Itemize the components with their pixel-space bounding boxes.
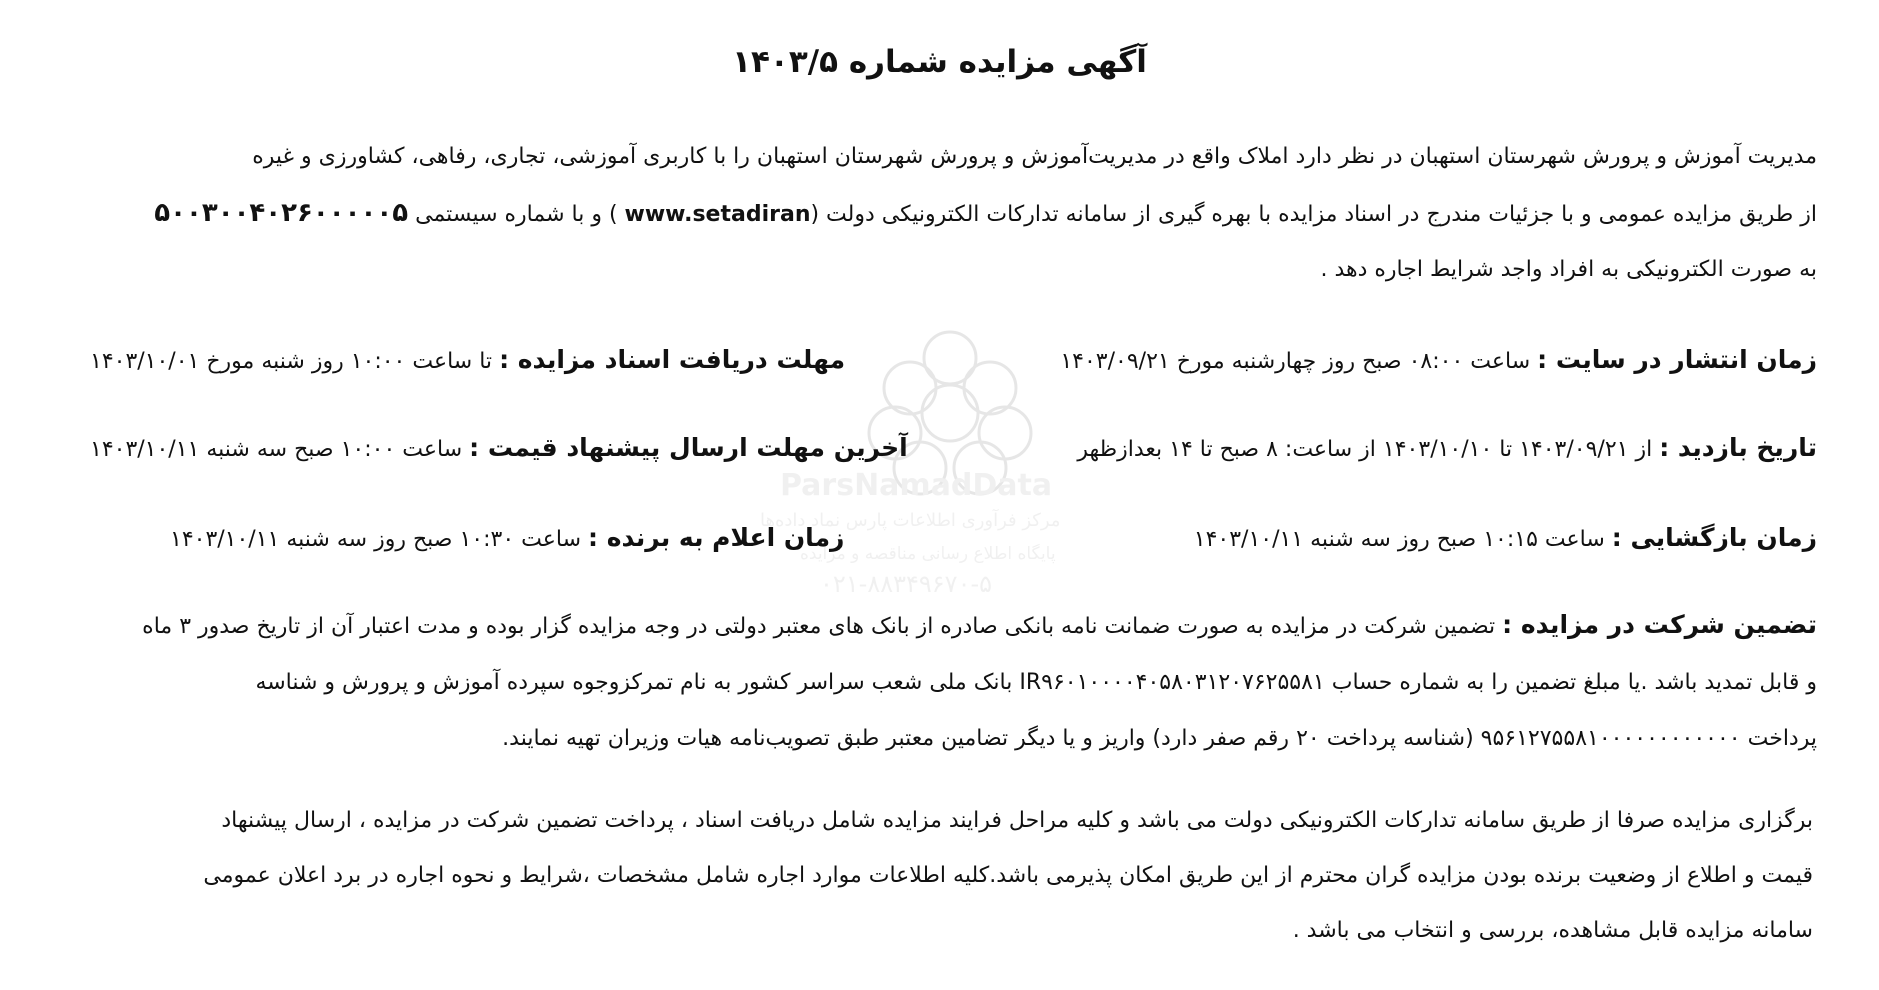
watermark-phone: ۰۲۱-۸۸۳۴۹۶۷۰-۵ <box>820 570 993 598</box>
system-number: ۵۰۰۳۰۰۴۰۲۶۰۰۰۰۰۵ <box>154 198 409 228</box>
guarantee-text-2: و قابل تمدید باشد .یا مبلغ تضمین را به شماره حساب IR۹۶۰۱۰۰۰۰۴۰۵۸۰۳۱۲۰۷۶۲۵۵۸۱ بانک ملی شعب سراسر کشور به نام تمرکزوجوه سپرده آموزش و پرورش و شناسه <box>255 670 1817 695</box>
closing-text-1: برگزاری مزایده صرفا از طریق سامانه تدارکات الکترونیکی دولت می باشد و کلیه مراحل فرایند مزایده شامل دریافت اسناد ، پرداخت تضمین شرکت در مزایده ، ارسال پیشنهاد <box>221 808 1813 833</box>
closing-line-3 <box>48 914 1813 948</box>
watermark-brand: ParsNamadData <box>780 468 1053 503</box>
closing-text-3: سامانه مزایده قابل مشاهده، بررسی و انتخاب می باشد . <box>1292 918 1813 943</box>
winner-value: ساعت ۱۰:۳۰ صبح روز سه شنبه ۱۴۰۳/۱۰/۱۱ <box>170 527 581 552</box>
schedule-row-visit <box>90 428 1817 468</box>
bid-label: آخرین مهلت ارسال پیشنهاد قیمت : <box>469 433 908 462</box>
setad-url: www.setadiran <box>624 202 811 227</box>
winner-label: زمان اعلام به برنده : <box>588 523 845 552</box>
guarantee-text-3: پرداخت ۹۵۶۱۲۷۵۵۸۱۰۰۰۰۰۰۰۰۰۰۰۰ (شناسه پرداخت ۲۰ رقم صفر دارد) واریز و یا دیگر تضامین معتبر طبق تصویب‌نامه هیات وزیران تهیه نمایند. <box>502 726 1817 751</box>
publish-label: زمان انتشار در سایت : <box>1537 345 1817 374</box>
docs-value: تا ساعت ۱۰:۰۰ روز شنبه مورخ ۱۴۰۳/۱۰/۰۱ <box>90 349 493 374</box>
guarantee-text-1: تضمین شرکت در مزایده به صورت ضمانت نامه بانکی صادره از بانک های معتبر دولتی در وجه مزایده گزار بوده و مدت اعتبار آن از تاریخ صدور ۳ ماه <box>142 614 1496 639</box>
intro-line-3 <box>48 253 1817 287</box>
guarantee-line-1 <box>48 608 1817 644</box>
closing-text-2: قیمت و اطلاع از وضعیت برنده بودن مزایده گران محترم از این طریق امکان پذیرمی باشد.کلیه اطلاعات موارد اجاره شامل مشخصات ،شرایط و نحوه اجاره در برد اعلان عمومی <box>203 863 1813 888</box>
notice-title: آگهی مزایده شماره ۱۴۰۳/۵ <box>732 44 1147 80</box>
intro-text-3: به صورت الکترونیکی به افراد واجد شرایط اجاره دهد . <box>1320 257 1817 282</box>
intro-text-2b: ) و با شماره سیستمی <box>415 202 618 227</box>
watermark-line2: پایگاه اطلاع رسانی مناقصه و مزایده <box>800 544 1056 564</box>
docs-label: مهلت دریافت اسناد مزایده : <box>499 345 846 374</box>
closing-line-1 <box>48 804 1813 838</box>
publish-value: ساعت ۰۸:۰۰ صبح روز چهارشنبه مورخ ۱۴۰۳/۰۹/۲۱ <box>1060 349 1531 374</box>
intro-text-1: مدیریت آموزش و پرورش شهرستان استهبان در نظر دارد املاک واقع در مدیریت‌آموزش و پرورش شهرستان استهبان را با کاربری آموزشی، تجاری، رفاهی، کشاورزی و غیره <box>252 144 1817 169</box>
guarantee-label: تضمین شرکت در مزایده : <box>1502 610 1817 639</box>
schedule-row-publish <box>90 340 1817 380</box>
intro-text-2a: از طریق مزایده عمومی و با جزئیات مندرج در اسناد مزایده با بهره گیری از سامانه تدارکات الکترونیکی دولت ( <box>810 202 1817 227</box>
schedule-row-opening <box>90 518 1817 558</box>
watermark-line1: مرکز فرآوری اطلاعات پارس نماد داده‌ها <box>760 510 1061 531</box>
visit-value: از ۱۴۰۳/۰۹/۲۱ تا ۱۴۰۳/۱۰/۱۰ از ساعت: ۸ صبح تا ۱۴ بعدازظهر <box>1077 437 1653 462</box>
intro-line-1 <box>48 140 1817 174</box>
bid-value: ساعت ۱۰:۰۰ صبح سه شنبه ۱۴۰۳/۱۰/۱۱ <box>90 437 463 462</box>
closing-line-2 <box>48 859 1813 893</box>
opening-label: زمان بازگشایی : <box>1611 523 1817 552</box>
visit-label: تاریخ بازدید : <box>1659 433 1817 462</box>
guarantee-line-3 <box>48 722 1817 756</box>
guarantee-line-2 <box>48 666 1817 700</box>
intro-line-2 <box>48 196 1817 232</box>
opening-value: ساعت ۱۰:۱۵ صبح روز سه شنبه ۱۴۰۳/۱۰/۱۱ <box>1193 527 1605 552</box>
